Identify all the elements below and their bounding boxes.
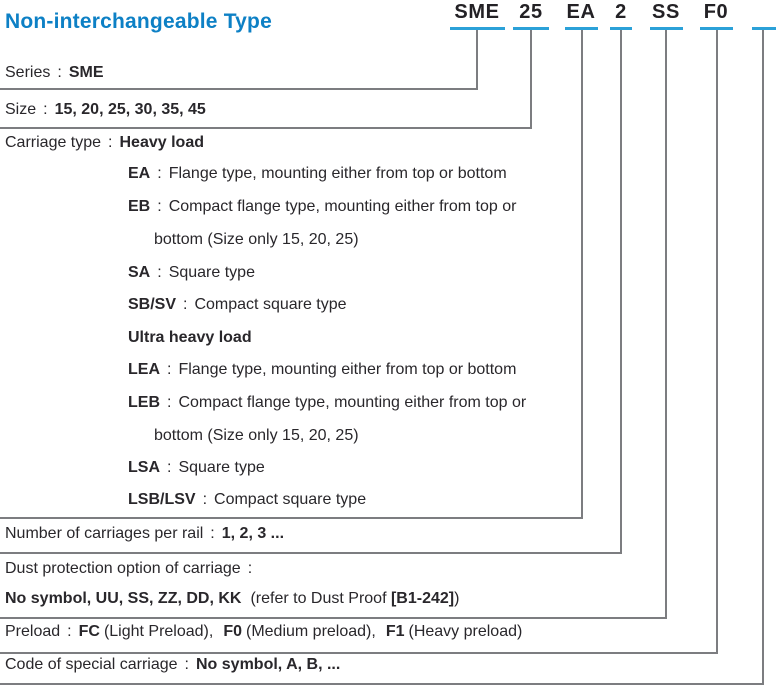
divider-series: [0, 88, 478, 90]
carriage-code: SB/SV: [128, 296, 177, 313]
divider-dust-protection: [0, 617, 667, 619]
carriage-desc: Flange type, mounting either from top or bottom: [178, 361, 517, 378]
carriage-desc: Flange type, mounting either from top or bottom: [168, 165, 507, 182]
preload-code-f1: F1: [385, 623, 405, 640]
special-carriage-label: Code of special carriage: [5, 656, 178, 673]
row-dust-protection-label: Dust protection option of carriage :: [5, 560, 253, 577]
carriage-code: LEB: [128, 394, 160, 411]
carriage-type-item-eb-cont: bottom (Size only 15, 20, 25): [154, 231, 359, 248]
row-dust-protection-codes: [5, 590, 459, 608]
series-label: Series: [5, 64, 51, 81]
carriage-type-group-heading: Heavy load: [119, 134, 204, 151]
code-segment-carriage-type: EA: [566, 1, 596, 23]
carriage-type-item-leb: LEB : Compact flange type, mounting either from top or: [128, 394, 527, 411]
divider-preload: [0, 652, 718, 654]
preload-code-fc: FC: [78, 623, 100, 640]
carriage-type-item-sa: SA : Square type: [128, 264, 255, 281]
divider-carriage-type: [0, 517, 583, 519]
carriage-type-label: Carriage type: [5, 134, 102, 151]
preload-label: Preload: [5, 623, 61, 640]
dust-protection-label: Dust protection option of carriage: [5, 560, 241, 577]
dust-proof-reference: [B1-242]: [390, 590, 455, 607]
carriage-desc: Compact square type: [214, 491, 367, 508]
divider-special-carriage: [0, 683, 764, 685]
dust-protection-codes: No symbol, UU, SS, ZZ, DD, KK: [5, 590, 242, 607]
carriage-type-item-sbsv: SB/SV : Compact square type: [128, 296, 347, 313]
code-segment-series: SME: [454, 1, 500, 23]
carriage-desc: Square type: [168, 264, 255, 281]
carriage-desc: Square type: [178, 459, 265, 476]
series-value: SME: [68, 64, 104, 81]
preload-desc-fc: (Light Preload),: [103, 623, 214, 640]
row-carriages-per-rail: Number of carriages per rail : 1, 2, 3 ...: [5, 525, 285, 542]
series-colon: :: [57, 64, 62, 81]
row-size: [5, 101, 206, 119]
divider-carriages-per-rail: [0, 552, 622, 554]
connector-special-carriage-line: [762, 30, 764, 685]
connector-size-line: [530, 30, 532, 129]
preload-code-f0: F0: [223, 623, 242, 640]
carriage-type-item-ea: EA : Flange type, mounting either from top or bottom: [128, 165, 507, 182]
size-value: 15, 20, 25, 30, 35, 45: [54, 101, 206, 118]
preload-desc-f0: (Medium preload),: [246, 623, 376, 640]
size-colon: :: [43, 101, 48, 118]
row-preload: Preload : FC (Light Preload), F0 (Medium preload), F1 (Heavy preload): [5, 623, 523, 640]
connector-dust-protection-line: [665, 30, 667, 619]
carriage-code: SA: [128, 264, 151, 281]
row-series: [5, 64, 103, 82]
carriage-type-item-lsa: LSA : Square type: [128, 459, 265, 476]
dust-protection-note: (refer to Dust Proof [B1-242]): [250, 590, 460, 607]
connector-preload-line: [716, 30, 718, 654]
page-title: Non-interchangeable Type: [5, 10, 272, 33]
connector-carriage-type-line: [581, 30, 583, 519]
divider-size: [0, 127, 532, 129]
carriage-code: LSA: [128, 459, 160, 476]
carriage-desc: Compact flange type, mounting either from top or: [178, 394, 527, 411]
code-underline-special-carriage: [752, 27, 776, 30]
code-segment-preload: F0: [703, 1, 729, 23]
connector-series-line: [476, 30, 478, 90]
preload-desc-f1: (Heavy preload): [408, 623, 523, 640]
carriage-code: LSB/LSV: [128, 491, 196, 508]
code-segment-size: 25: [519, 1, 543, 23]
carriage-type-group-heading-ultra: Ultra heavy load: [128, 329, 252, 346]
special-carriage-value: No symbol, A, B, ...: [196, 656, 341, 673]
carriage-type-colon: :: [108, 134, 113, 151]
carriage-desc: Compact flange type, mounting either from top or: [168, 198, 517, 215]
carriage-desc: Compact square type: [194, 296, 347, 313]
carriage-code: EA: [128, 165, 151, 182]
carriages-per-rail-label: Number of carriages per rail: [5, 525, 204, 542]
row-special-carriage: Code of special carriage : No symbol, A, B, ...: [5, 656, 341, 673]
row-carriage-type: [5, 134, 204, 152]
carriage-type-item-lsblsv: LSB/LSV : Compact square type: [128, 491, 367, 508]
carriage-type-item-leb-cont: bottom (Size only 15, 20, 25): [154, 427, 359, 444]
carriage-code: LEA: [128, 361, 160, 378]
code-segment-carriages-per-rail: 2: [615, 1, 627, 23]
carriage-type-item-lea: LEA : Flange type, mounting either from top or bottom: [128, 361, 517, 378]
carriage-code: EB: [128, 198, 151, 215]
carriages-per-rail-value: 1, 2, 3 ...: [221, 525, 285, 542]
size-label: Size: [5, 101, 37, 118]
carriage-type-item-eb: EB : Compact flange type, mounting either from top or: [128, 198, 517, 215]
code-segment-dust-protection: SS: [652, 1, 680, 23]
connector-carriages-per-rail-line: [620, 30, 622, 554]
